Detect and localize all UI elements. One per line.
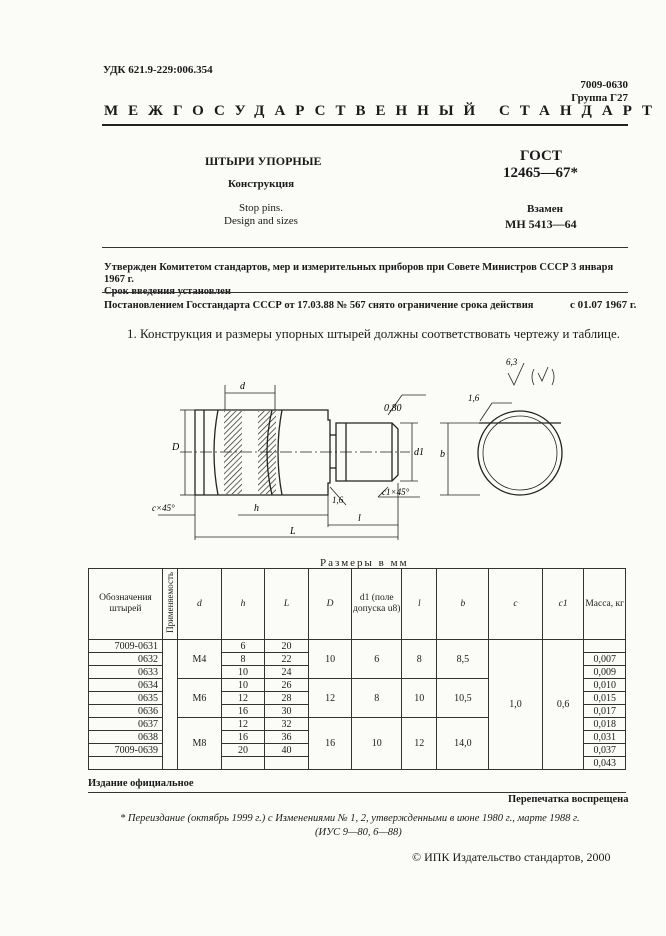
table-row: 0,043 <box>89 757 626 770</box>
table-row: 7009-0631 M4 6 20 10 6 8 8,5 1,0 0,6 <box>89 640 626 653</box>
label-c45: c×45° <box>152 503 175 513</box>
label-D: D <box>172 442 180 453</box>
table-header-row <box>89 569 626 640</box>
footnote <box>120 812 640 840</box>
title-english <box>224 202 298 228</box>
header-applicability: Применяемость <box>162 569 177 640</box>
footnote-line1: * Переиздание (октябрь 1999 г.) с Изменениями № 1, 2, утвержденными в июне 1980 г., марте 1988 г. <box>120 813 580 824</box>
title-rule <box>102 247 628 248</box>
paragraph-1: 1. Конструкция и размеры упорных штырей должны соответствовать чертежу и таблице. <box>127 326 621 341</box>
table-row: 0636 16 30 0,017 <box>89 705 626 718</box>
header-h: h <box>221 569 265 640</box>
header-rule <box>102 124 628 126</box>
label-080: 0,80 <box>384 403 402 414</box>
group-d: M6 <box>178 679 222 718</box>
footnote-line2: (ИУС 9—80, 6—88) <box>315 827 402 838</box>
dimensions-table <box>88 568 626 770</box>
standard-banner: МЕЖГОСУДАРСТВЕННЫЙ СТАНДАРТ <box>104 103 663 119</box>
technical-drawing <box>150 355 630 550</box>
approval-rule <box>102 292 628 293</box>
header-c: c <box>489 569 543 640</box>
header-b: b <box>437 569 489 640</box>
code-number: 7009-0630 <box>580 79 628 91</box>
group-d: M8 <box>178 718 222 770</box>
title-english-line2: Design and sizes <box>224 215 298 227</box>
label-l: l <box>358 513 361 524</box>
reprint-notice: Перепечатка воспрещена <box>508 794 629 805</box>
subtitle-russian: Конструкция <box>228 178 295 190</box>
replaces-number: МН 5413—64 <box>505 217 577 231</box>
table-row: 0632 8 22 0,007 <box>89 653 626 666</box>
decree-text: Постановлением Госстандарта СССР от 17.03.88 № 567 снято ограничение срока действия <box>104 300 534 311</box>
official-edition: Издание официальное <box>88 778 194 789</box>
label-c1-45: c1×45° <box>382 487 410 497</box>
table-row: 0633 10 24 0,009 <box>89 666 626 679</box>
table-row: 0637 M8 12 32 16 10 12 14,0 0,018 <box>89 718 626 731</box>
label-b: b <box>440 449 445 460</box>
header-d1: d1 (поле допуска u8) <box>352 569 402 640</box>
effective-date: с 01.07 1967 г. <box>570 299 637 311</box>
label-d: d <box>240 381 245 392</box>
value-c1: 0,6 <box>542 640 584 770</box>
hatch-right <box>258 411 276 494</box>
title-english-line1: Stop pins. <box>238 202 283 214</box>
table-row: 0635 12 28 0,015 <box>89 692 626 705</box>
table-caption: Размеры в мм <box>320 557 409 569</box>
approval-line2: Срок введения установлен <box>104 286 231 297</box>
group-d: M4 <box>178 640 222 679</box>
header-mass: Масса, кг <box>584 569 626 640</box>
header-l: l <box>402 569 437 640</box>
copyright: © ИПК Издательство стандартов, 2000 <box>412 850 611 864</box>
table-row: 7009-0639 20 40 0,037 <box>89 744 626 757</box>
hatch-left <box>224 411 242 494</box>
header-L: L <box>265 569 309 640</box>
header-c1: c1 <box>542 569 584 640</box>
title-russian: ШТЫРИ УПОРНЫЕ <box>205 154 322 168</box>
group-code: Группа Г27 <box>571 92 628 104</box>
table-row: 0638 16 36 0,031 <box>89 731 626 744</box>
classification-code <box>571 79 628 105</box>
label-16b: 1,6 <box>468 393 480 403</box>
roughness-value: 6,3 <box>506 357 518 367</box>
header-D: D <box>308 569 352 640</box>
approval-line1: Утвержден Комитетом стандартов, мер и измерительных приборов при Совете Министров СССР 3 января 1967 г. <box>104 262 614 285</box>
table-row: 0634 M6 10 26 12 8 10 10,5 0,010 <box>89 679 626 692</box>
gost-label: ГОСТ <box>520 148 562 164</box>
header-d: d <box>178 569 222 640</box>
gost-number: 12465—67* <box>503 165 578 181</box>
replaces-label: Взамен <box>527 203 563 215</box>
label-L: L <box>290 526 296 537</box>
label-16a: 1,6 <box>332 495 344 505</box>
value-c: 1,0 <box>489 640 543 770</box>
label-d1: d1 <box>414 447 424 458</box>
udk-code: УДК 621.9-229:006.354 <box>103 64 213 76</box>
label-h: h <box>254 503 259 514</box>
header-designation: Обозначения штырей <box>89 569 163 640</box>
footer-rule <box>88 792 626 793</box>
